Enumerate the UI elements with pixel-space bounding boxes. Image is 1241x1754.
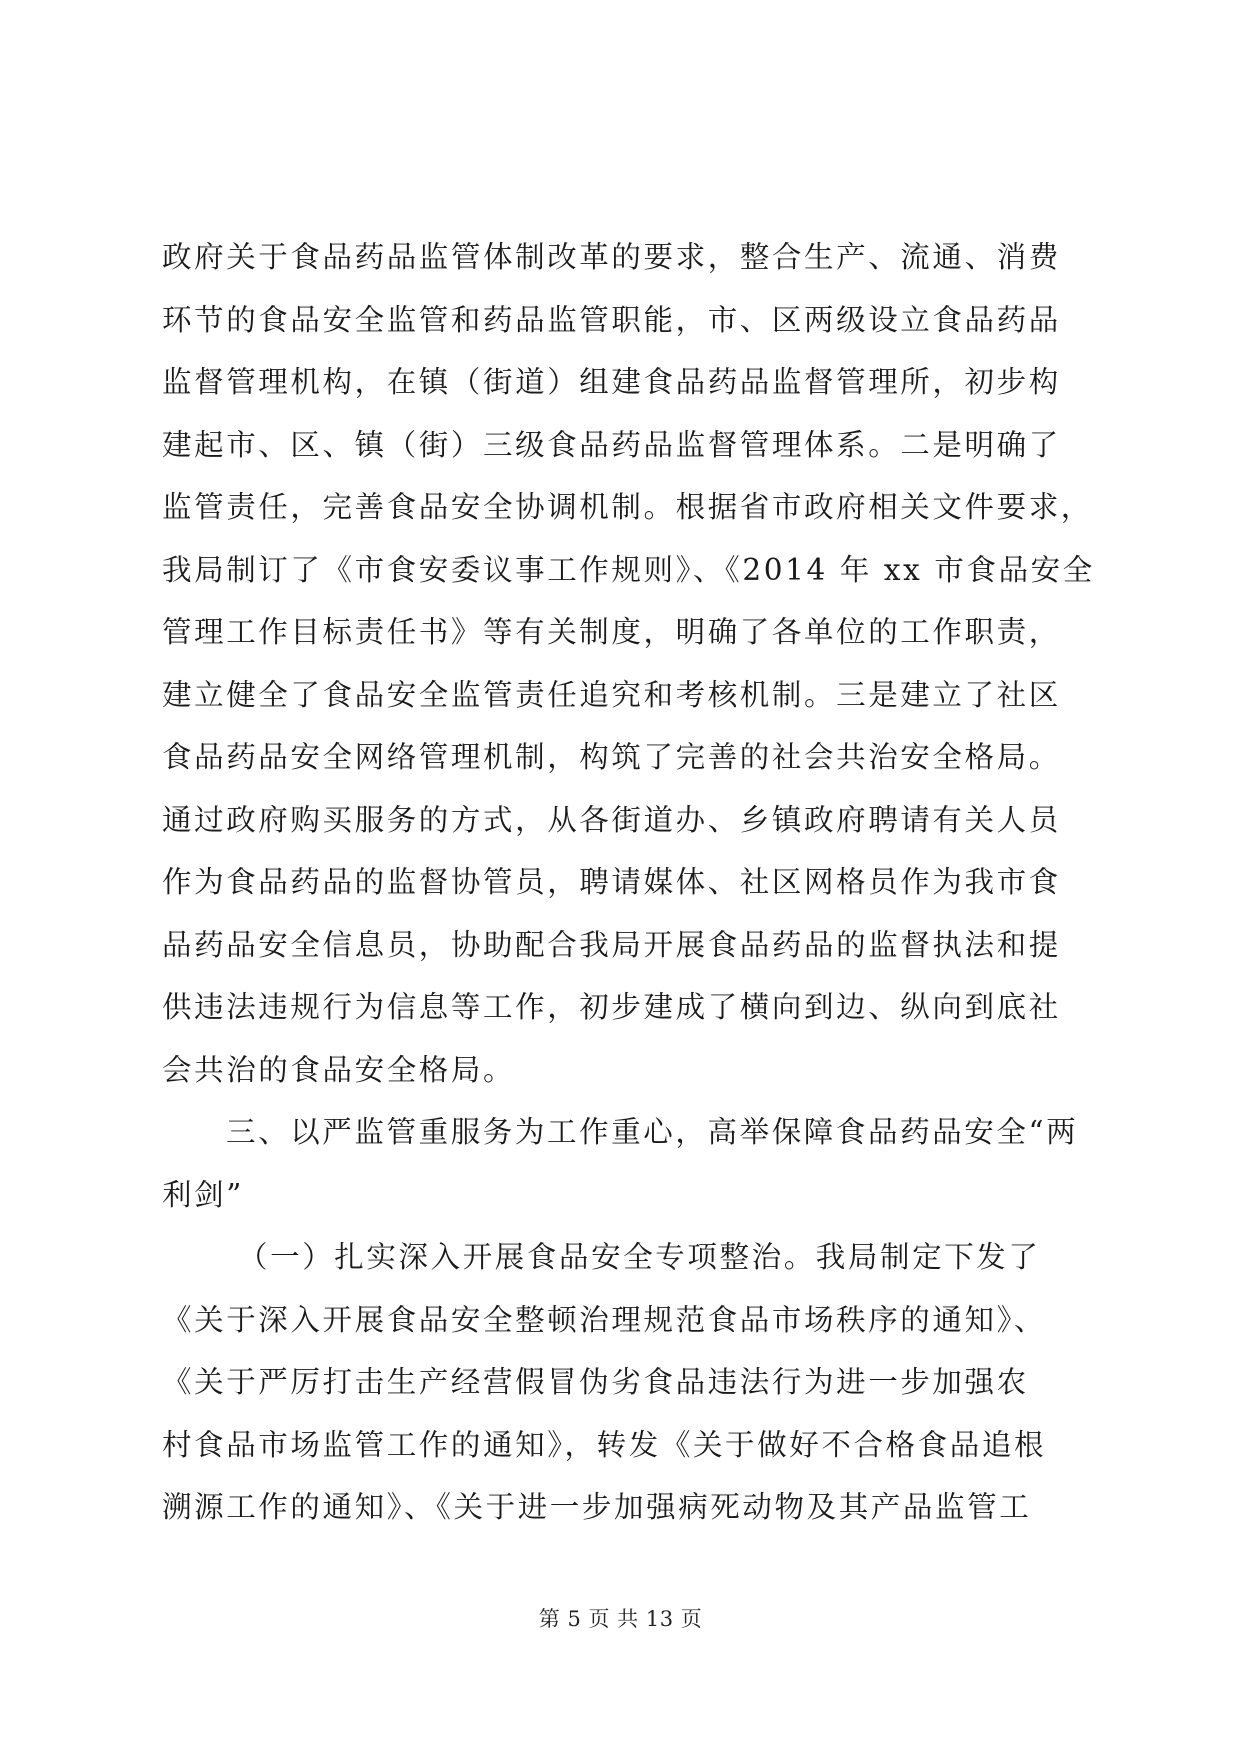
section-heading-cont: 利剑” — [162, 1177, 244, 1212]
text-line: 《关于严厉打击生产经营假冒伪劣食品违法行为进一步加强农 — [162, 1365, 1029, 1399]
text-line: 通过政府购买服务的方式，从各街道办、乡镇政府聘请有关人员 — [162, 802, 1061, 837]
text-line: 作为食品药品的监督协管员，聘请媒体、社区网格员作为我市食 — [162, 865, 1061, 899]
text-line: 监督管理机构，在镇（街道）组建食品药品监督管理所，初步构 — [162, 365, 1061, 399]
text-line: 环节的食品安全监管和药品监管职能，市、区两级设立食品药品 — [162, 302, 1061, 337]
text-line: 《关于深入开展食品安全整顿治理规范食品市场秩序的通知》、 — [162, 1302, 1047, 1337]
section-heading: 三、以严监管重服务为工作重心，高举保障食品药品安全“两 — [226, 1115, 1079, 1149]
text-line: 建立健全了食品安全监管责任追究和考核机制。三是建立了社区 — [162, 677, 1061, 712]
page-number-footer: 第 5 页 共 13 页 — [538, 1607, 703, 1631]
text-line: 供违法违规行为信息等工作，初步建成了横向到边、纵向到底社 — [162, 990, 1061, 1024]
text-line: 监管责任，完善食品安全协调机制。根据省市政府相关文件要求， — [162, 490, 1093, 524]
text-line: 我局制订了《市食安委议事工作规则》、《2014 年 xx 市食品安全 — [162, 552, 1095, 587]
document-body — [162, 226, 1095, 1539]
text-line: 建起市、区、镇（街）三级食品药品监督管理体系。二是明确了 — [162, 427, 1061, 462]
text-line: 管理工作目标责任书》等有关制度，明确了各单位的工作职责， — [162, 615, 1061, 649]
text-line: 会共治的食品安全格局。 — [162, 1052, 516, 1087]
subsection-heading: （一）扎实深入开展食品安全专项整治。我局制定下发了 — [238, 1240, 1041, 1274]
text-line: 政府关于食品药品监管体制改革的要求，整合生产、流通、消费 — [162, 240, 1061, 274]
text-line: 品药品安全信息员，协助配合我局开展食品药品的监督执法和提 — [162, 927, 1061, 962]
text-line: 村食品市场监管工作的通知》，转发《关于做好不合格食品追根 — [162, 1427, 1047, 1462]
text-line: 食品药品安全网络管理机制，构筑了完善的社会共治安全格局。 — [162, 740, 1061, 774]
text-line: 溯源工作的通知》、《关于进一步加强病死动物及其产品监管工 — [162, 1490, 1032, 1524]
